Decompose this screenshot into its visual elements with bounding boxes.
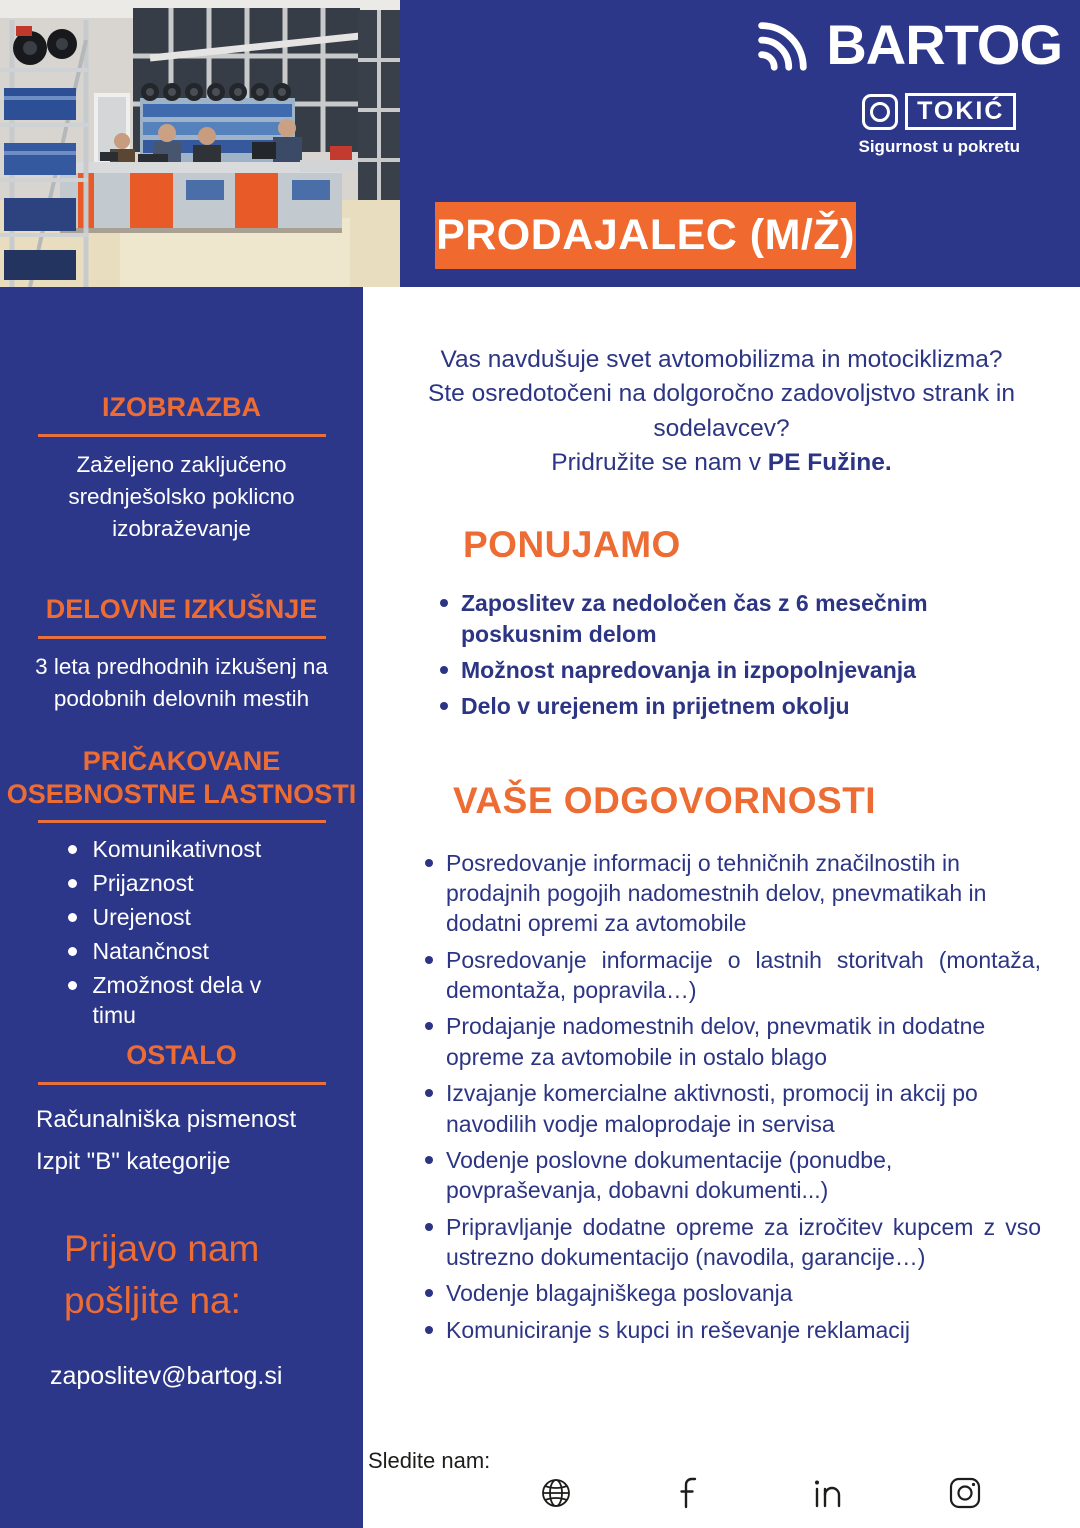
- list-item: Možnost napredovanja in izpopolnjevanja: [438, 655, 958, 685]
- section-text-ostalo: [0, 1099, 363, 1183]
- header: [0, 0, 1080, 287]
- list-item: Komunikativnost: [66, 835, 298, 865]
- ostalo-line: Računalniška pismenost: [36, 1105, 297, 1133]
- list-item: Prodajanje nadomestnih delov, pnevmatik in dodatne opreme za avtomobile in ostalo blago: [423, 1011, 1041, 1072]
- divider: [38, 434, 326, 437]
- job-title-banner: PRODAJALEC (M/Ž): [435, 202, 856, 269]
- bartog-logo: [750, 12, 1062, 77]
- personal-traits-list: [66, 835, 298, 1030]
- section-title-delovne-izkusnje: DELOVNE IZKUŠNJE: [45, 593, 318, 624]
- list-item: Prijaznost: [66, 869, 298, 899]
- tokic-tagline: Sigurnost u pokretu: [858, 137, 1020, 156]
- list-item: Vodenje blagajniškega poslovanja: [423, 1278, 1041, 1308]
- offer-list: [438, 588, 958, 721]
- divider: [38, 1082, 326, 1085]
- list-item: Pripravljanje dodatne opreme za izročitev kupcem z vso ustrezno dokumentacijo (navodila, garancije…): [423, 1212, 1041, 1273]
- list-item: Zmožnost dela v timu: [66, 971, 298, 1031]
- list-item: Komuniciranje s kupci in reševanje reklamacij: [423, 1315, 1041, 1345]
- location-highlight: PE Fužine.: [767, 448, 892, 476]
- responsibilities-section-title: VAŠE ODGOVORNOSTI: [453, 779, 877, 821]
- section-title-osebnostne-lastnosti: PRIČAKOVANE OSEBNOSTNE LASTNOSTI: [6, 745, 357, 809]
- responsibilities-list: [423, 848, 1041, 1345]
- ostalo-line: Izpit "B" kategorije: [36, 1147, 231, 1175]
- section-title-izobrazba: IZOBRAZBA: [102, 392, 261, 422]
- linkedin-icon[interactable]: [808, 1475, 848, 1511]
- tokic-circle-icon: [862, 94, 898, 130]
- intro-text: [427, 343, 1017, 480]
- list-item: Delo v urejenem in prijetnem okolju: [438, 691, 958, 721]
- list-item: Natančnost: [66, 937, 298, 967]
- tokic-wordmark: TOKIĆ: [905, 93, 1016, 130]
- list-item: Vodenje poslovne dokumentacije (ponudbe, povpraševanja, dobavni dokumenti...): [423, 1145, 1041, 1206]
- list-item: Urejenost: [66, 903, 298, 933]
- tire-track-arcs-icon: [750, 14, 812, 76]
- divider: [38, 636, 326, 639]
- intro-line: Vas navdušuje svet avtomobilizma in motociklizma?: [440, 346, 1003, 373]
- sidebar: [0, 287, 363, 1528]
- list-item: Izvajanje komercialne aktivnosti, promocij in akcij po navodilih vodje maloprodaje in servisa: [423, 1078, 1041, 1139]
- main-content: [363, 287, 1080, 1528]
- facebook-icon[interactable]: [673, 1475, 709, 1511]
- follow-us-label: Sledite nam:: [368, 1448, 491, 1473]
- intro-line: Pridružite se nam v PE Fužine.: [551, 448, 892, 476]
- offer-section-title: PONUJAMO: [463, 524, 681, 566]
- apply-email[interactable]: zaposlitev@bartog.si: [50, 1362, 283, 1391]
- list-item: Posredovanje informacije o lastnih storitvah (montaža, demontaža, popravila…): [423, 945, 1041, 1006]
- divider: [38, 820, 326, 823]
- section-text-delovne-izkusnje: 3 leta predhodnih izkušenj na podobnih delovnih mestih: [35, 653, 328, 711]
- list-item: Zaposlitev za nedoločen čas z 6 mesečnim poskusnim delom: [438, 588, 958, 649]
- social-links: [538, 1475, 983, 1511]
- apply-heading: Prijavo nam pošljite na:: [64, 1227, 260, 1321]
- instagram-icon[interactable]: [947, 1475, 983, 1511]
- list-item: Posredovanje informacij o tehničnih značilnostih in prodajnih pogojih nadomestnih delov, pnevmatikah in dodatni opremi za avtomobile: [423, 848, 1041, 939]
- website-globe-icon[interactable]: [538, 1475, 574, 1511]
- store-interior-photo: [0, 0, 400, 287]
- section-title-ostalo: OSTALO: [126, 1039, 237, 1070]
- brand-name: BARTOG: [826, 13, 1062, 76]
- intro-line: Ste osredotočeni na dolgoročno zadovoljstvo strank in sodelavcev?: [428, 380, 1015, 442]
- section-text-izobrazba: Zaželjeno zaključeno srednješolsko poklicno izobraževanje: [68, 451, 295, 541]
- tokic-logo: [859, 93, 1021, 157]
